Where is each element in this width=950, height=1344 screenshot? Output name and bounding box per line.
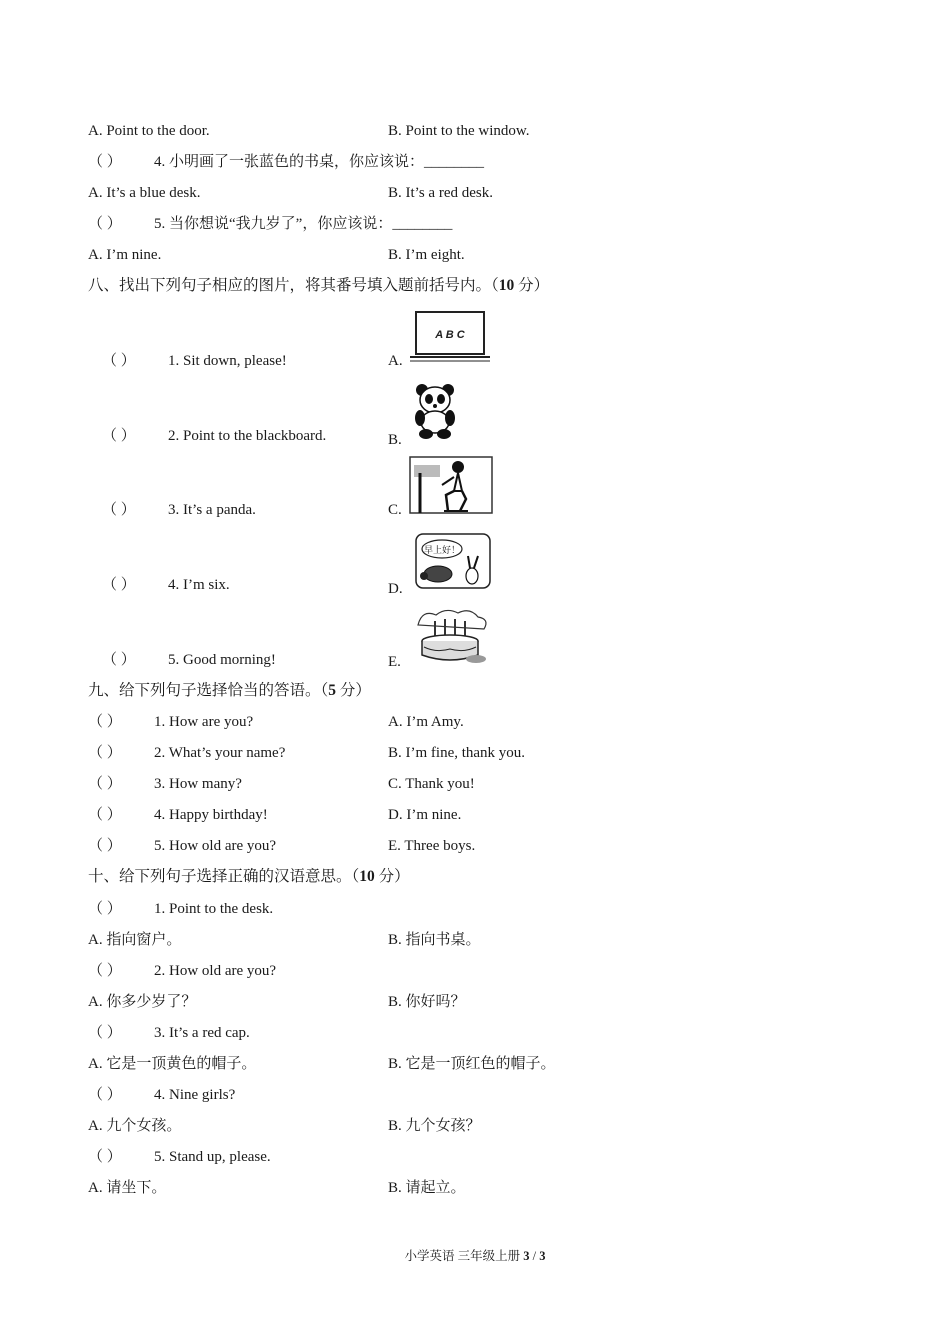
picture-label-d: D. [388, 581, 403, 597]
blackboard-picture [408, 310, 492, 364]
question-5 [88, 213, 888, 235]
section-9-title: 九、给下列句子选择恰当的答语。（5 分） [88, 682, 371, 699]
match-item-2: （ ） 2. Point to the blackboard. B. [88, 425, 888, 447]
match-item-4: （ ） 4. I’m six. D. [88, 574, 888, 596]
match-item-1: （ ） 1. Sit down, please! A. [88, 350, 888, 372]
option: A. I’m Amy. [388, 714, 464, 730]
option-b: B. 请起立。 [388, 1180, 466, 1196]
answer-bracket[interactable]: （ ） [88, 154, 122, 170]
answer-bracket[interactable]: （ ） [88, 745, 122, 761]
response-item-2: （ ） 2. What’s your name? B. I’m fine, thank you. [88, 742, 888, 764]
option-b: B. Point to the window. [388, 123, 530, 139]
answer-bracket[interactable]: （ ） [88, 1149, 122, 1165]
translation-question-4: （ ） 4. Nine girls? [88, 1084, 888, 1106]
answer-bracket[interactable]: （ ） [88, 776, 122, 792]
blackboard-text: A B C [435, 329, 465, 341]
answer-bracket[interactable]: （ ） [88, 963, 122, 979]
answer-bracket[interactable]: （ ） [88, 216, 122, 232]
question-text: 5. 当你想说“我九岁了”，你应该说：________ [154, 216, 453, 232]
option-a: A. 请坐下。 [88, 1180, 167, 1196]
answer-bracket[interactable]: （ ） [102, 652, 136, 668]
answer-bracket[interactable]: （ ） [102, 502, 136, 518]
option-a: A. 指向窗户。 [88, 932, 182, 948]
option-b: B. I’m eight. [388, 247, 465, 263]
answer-bracket[interactable]: （ ） [88, 714, 122, 730]
option-a: A. 你多少岁了？ [88, 994, 197, 1010]
option: B. I’m fine, thank you. [388, 745, 526, 761]
response-item-1: （ ） 1. How are you? A. I’m Amy. [88, 711, 888, 733]
translation-question-3: （ ） 3. It’s a red cap. [88, 1022, 888, 1044]
question-4 [88, 151, 888, 173]
match-item-3: （ ） 3. It’s a panda. C. [88, 499, 888, 521]
option: C. Thank you! [388, 776, 475, 792]
section-score: 10 [498, 277, 515, 294]
panda-picture [412, 382, 460, 440]
answer-bracket[interactable]: （ ） [102, 428, 136, 444]
response-item-4: （ ） 4. Happy birthday! D. I’m nine. [88, 804, 888, 826]
page-number: 3 [523, 1249, 530, 1263]
good-morning-picture [414, 532, 492, 590]
q4-options [88, 182, 888, 204]
speech-bubble-text: 早上好！ [423, 546, 461, 556]
option-a: A. It’s a blue desk. [88, 185, 201, 201]
option-b: B. 你好吗？ [388, 994, 466, 1010]
answer-bracket[interactable]: （ ） [88, 1087, 122, 1103]
section-score: 10 [359, 868, 375, 885]
section-8-title: 八、找出下列句子相应的图片，将其番号填入题前括号内。（10 分） [88, 277, 550, 294]
option-a: A. 九个女孩。 [88, 1118, 182, 1134]
response-item-5: （ ） 5. How old are you? E. Three boys. [88, 835, 888, 857]
answer-bracket[interactable]: （ ） [88, 901, 122, 917]
translation-question-1: （ ） 1. Point to the desk. [88, 898, 888, 920]
option-b: B. It’s a red desk. [388, 185, 493, 201]
option: D. I’m nine. [388, 807, 462, 823]
option-b: B. 指向书桌。 [388, 932, 481, 948]
answer-bracket[interactable]: （ ） [88, 838, 122, 854]
answer-bracket[interactable]: （ ） [88, 1025, 122, 1041]
translation-question-5: （ ） 5. Stand up, please. [88, 1146, 888, 1168]
option: E. Three boys. [388, 838, 476, 854]
page-total: 3 [539, 1249, 546, 1263]
option-a: A. 它是一顶黄色的帽子。 [88, 1056, 257, 1072]
translation-options-1 [88, 929, 888, 951]
option-a: A. I’m nine. [88, 247, 162, 263]
sitting-boy-picture [408, 455, 494, 515]
answer-bracket[interactable]: （ ） [102, 577, 136, 593]
picture-label-b: B. [388, 432, 402, 448]
picture-label-a: A. [388, 353, 403, 369]
picture-label-e: E. [388, 654, 401, 670]
section-score: 5 [328, 682, 337, 699]
answer-bracket[interactable]: （ ） [88, 807, 122, 823]
translation-options-5 [88, 1177, 888, 1199]
picture-label-c: C. [388, 502, 402, 518]
translation-options-3 [88, 1053, 888, 1075]
match-item-5: （ ） 5. Good morning! E. [88, 649, 888, 671]
option-b: B. 它是一顶红色的帽子。 [388, 1056, 556, 1072]
birthday-cake-picture [412, 605, 492, 665]
section-10-title: 十、给下列句子选择正确的汉语意思。（10 分） [88, 868, 410, 885]
translation-options-2 [88, 991, 888, 1013]
response-item-3: （ ） 3. How many? C. Thank you! [88, 773, 888, 795]
page-footer: 小学英语 三年级上册 3 / 3 [404, 1249, 546, 1263]
answer-bracket[interactable]: （ ） [102, 353, 136, 369]
option-a: A. Point to the door. [88, 123, 210, 139]
q3-options [88, 120, 888, 142]
translation-options-4 [88, 1115, 888, 1137]
question-text: 4. 小明画了一张蓝色的书桌，你应该说：________ [154, 154, 485, 170]
q5-options [88, 244, 888, 266]
translation-question-2: （ ） 2. How old are you? [88, 960, 888, 982]
footer-label: 小学英语 三年级上册 [404, 1249, 524, 1263]
option-b: B. 九个女孩？ [388, 1118, 481, 1134]
